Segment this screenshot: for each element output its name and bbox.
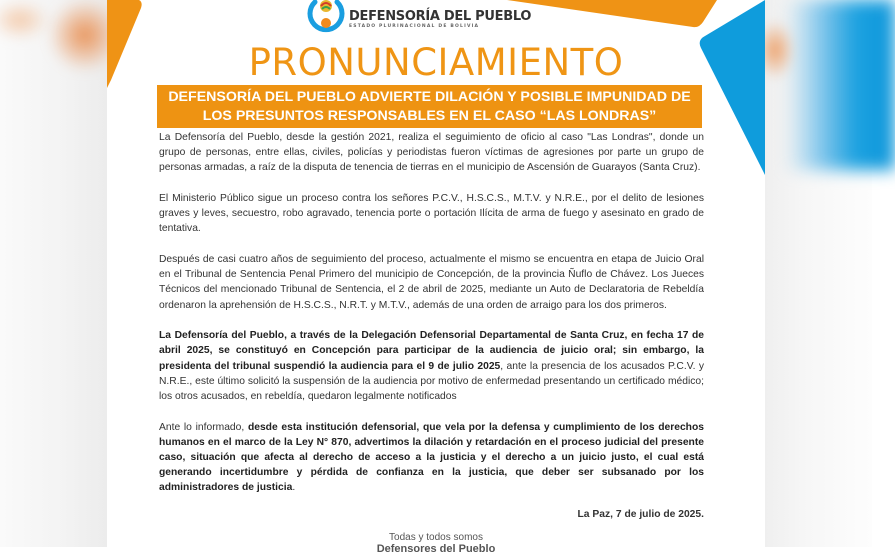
document-body	[159, 130, 704, 522]
document-page	[107, 0, 765, 555]
blurred-background-left	[0, 0, 107, 547]
paragraph-5-lead: Ante lo informado,	[159, 421, 248, 433]
paragraph-5	[159, 420, 704, 496]
paragraph-2: El Ministerio Público sigue un proceso contra los señores P.C.V., H.S.C.S., M.T.V. y N.R.E., por el delito de lesiones graves y leves, secuestro, robo agravado, tenencia porte o portación Ilícita de arma de fuego y asesinato en grado de tentativa.	[159, 193, 704, 235]
paragraph-1: La Defensoría del Pueblo, desde la gestión 2021, realiza el seguimiento de oficio al caso "Las Londras", donde un grupo de personas, entre ellas, civiles, policías y periodistas fueron víctimas de agresiones por parte un grupo de personas armadas, a raíz de la disputa de tenencia de tierras en el municipio de Ascensión de Guarayos (Santa Cruz).	[159, 132, 704, 174]
blue-side-shape	[697, 0, 765, 175]
blurred-background-right	[765, 0, 872, 547]
header	[307, 0, 531, 40]
paragraph-4	[159, 328, 704, 404]
document-date: La Paz, 7 de julio de 2025.	[577, 509, 704, 521]
slogan-line-1: Todas y todos somos	[389, 532, 483, 543]
page-title: PRONUNCIAMIENTO	[248, 41, 624, 84]
orange-top-shape	[507, 0, 717, 30]
headline-line-2: LOS PRESUNTOS RESPONSABLES EN EL CASO “LAS LONDRAS”	[202, 108, 657, 124]
headline-banner	[157, 85, 702, 128]
defensoria-logo-icon	[307, 0, 345, 40]
slogan-line-2: Defensores del Pueblo	[376, 543, 496, 555]
paragraph-5-end: .	[292, 482, 296, 494]
paragraph-3: Después de casi cuatro años de seguimiento del proceso, actualmente el mismo se encuentra en etapa de Juicio Oral en el Tribunal de Sentencia Penal Primero del municipio de Concepción, de la provincia Ñuflo de Chávez. Los Jueces Técnicos del mencionado Tribunal de Sentencia, el 2 de abril de 2025, mediante un Auto de Declaratoria de Rebeldía ordenaron la aprehensión de H.S.C.S., N.R.T. y M.T.V., además de una orden de arraigo para los dos primeros.	[159, 254, 704, 311]
paragraph-5-bold: desde esta institución defensorial, que vela por la defensa y cumplimiento de los derechos humanos en el marco de la Ley N° 870, advertimos la dilación y retardación en el proceso judicial del presente caso, situación que afecta al derecho de acceso a la justicia y el derecho a un juicio justo, el cual está generando incertidumbre y pérdida de confianza en la justicia, que deber ser subsanado por los administradores de justicia	[159, 421, 704, 494]
headline-line-1: DEFENSORÍA DEL PUEBLO ADVIERTE DILACIÓN Y POSIBLE IMPUNIDAD DE	[168, 89, 691, 105]
paragraph-4-rest: , ante la presencia de los acusados P.C.V. y N.R.E., este último solicitó la suspensión de la audiencia por motivo de enfermedad presentando un certificado médico; los otros acusados, en rebeldía, quedaron legalmente notificados	[159, 360, 704, 403]
paragraph-4-bold: La Defensoría del Pueblo, a través de la Delegación Defensorial Departamental de Santa Cruz, en fecha 17 de abril 2025, se constituyó en Concepción para participar de la audiencia de juicio oral; sin embargo, la presidenta del tribunal suspendió la audiencia para el 9 de julio 2025	[159, 330, 704, 372]
brand-name: DEFENSORÍA DEL PUEBLO	[349, 9, 532, 24]
brand-subtitle: ESTADO PLURINACIONAL DE BOLIVIA	[349, 24, 480, 29]
